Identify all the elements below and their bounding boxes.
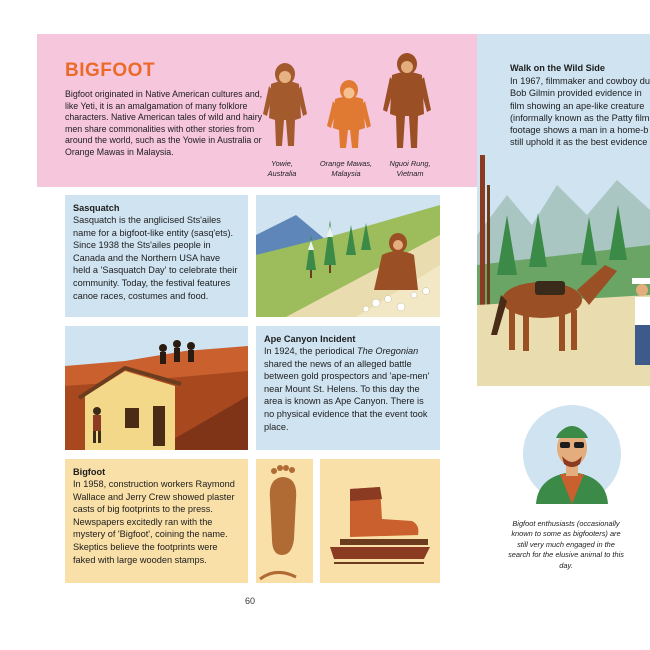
- ape-canyon-panel: [256, 326, 440, 450]
- caption-yowie-l1: Yowie,: [271, 159, 293, 168]
- ape-canyon-periodical: The Oregonian: [356, 346, 419, 356]
- sasquatch-title: Sasquatch: [73, 203, 120, 213]
- caption-mawas-l2: Malaysia: [331, 169, 361, 178]
- caption-nguoi-l2: Vietnam: [396, 169, 424, 178]
- bigfoot-panel: [65, 459, 248, 583]
- page-title: BIGFOOT: [65, 60, 156, 81]
- wild-side-line-2: Bob Gilmin provided evidence in: [510, 88, 642, 99]
- page-number: 60: [245, 596, 256, 606]
- ape-canyon-cabin-illustration: [65, 326, 248, 450]
- ape-canyon-body-suffix: shared the news of an alleged battle between gold prospectors and 'ape-men' near Mount St. Helens. To this day the area is known as Ape Canyon. There is no physical evidence that the event took place.: [264, 358, 430, 432]
- ape-canyon-body-prefix: In 1924, the periodical: [264, 346, 357, 356]
- bigfoot-body: In 1958, construction workers Raymond Wallace and Jerry Crew showed plaster casts of big footprints to the press. Newspapers excitedly ran with the mystery of 'Bigfoot', coining the name. Skeptics believe the footprints were faked with large wooden stamps.: [73, 479, 235, 565]
- orange-mawas-figure: [327, 80, 371, 148]
- sasquatch-body: Sasquatch is the anglicised Sts'ailes name for a bigfoot-like entity (sasq'ets). Since 1938 the Sts'ailes people in Canada and the Northern USA have held a 'Sasquatch Day' to celebrate their community. Today, the festival features canoe races, costumes and food.: [73, 215, 238, 301]
- sasquatch-panel: [65, 195, 248, 317]
- wild-side-line-3: film showing an ape-like creature: [510, 100, 645, 111]
- ape-canyon-title: Ape Canyon Incident: [264, 334, 356, 344]
- footprint-illustration: [256, 459, 313, 583]
- sasquatch-forest-illustration: [256, 195, 440, 317]
- wild-side-text: [510, 75, 650, 149]
- cryptid-figures-illustration: [255, 48, 445, 156]
- wild-side-line-1: In 1967, filmmaker and cowboy du: [510, 76, 650, 86]
- ape-canyon-body: [264, 345, 432, 433]
- caption-orange-mawas: [312, 159, 380, 179]
- caption-mawas-l1: Orange Mawas,: [319, 159, 373, 168]
- caption-yowie-l2: Australia: [267, 169, 297, 178]
- caption-yowie: [255, 159, 309, 179]
- yowie-figure: [263, 63, 307, 146]
- bigfoot-title: Bigfoot: [73, 467, 106, 477]
- boot-stamp-illustration: [320, 459, 440, 583]
- enthusiast-caption: Bigfoot enthusiasts (occasionally known to some as bigfooters) are still very much engaged in the search for the elusive animal to this day.: [508, 519, 624, 570]
- wild-side-line-6: still uphold it as the best evidence: [510, 137, 648, 148]
- wild-side-line-4: (informally known as the Patty film: [510, 112, 650, 123]
- caption-nguoi-l1: Nguoi Rung,: [389, 159, 431, 168]
- horse-and-rider-illustration: [477, 155, 650, 386]
- bigfoot-enthusiast-portrait: [522, 404, 622, 504]
- caption-nguoi-rung: [381, 159, 439, 179]
- wild-side-title: Walk on the Wild Side: [510, 63, 606, 73]
- intro-text: Bigfoot originated in Native American cultures and, like Yeti, it is an amalgamation of many folklore characters. Native American tales of wild and hairy men share commonalities with other stories from around the world, such as the Yowie in Australia or Orange Mawas in Malaysia.: [65, 89, 263, 157]
- wild-side-line-5: footage shows a man in a home-b: [510, 125, 649, 136]
- nguoi-rung-figure: [383, 53, 431, 148]
